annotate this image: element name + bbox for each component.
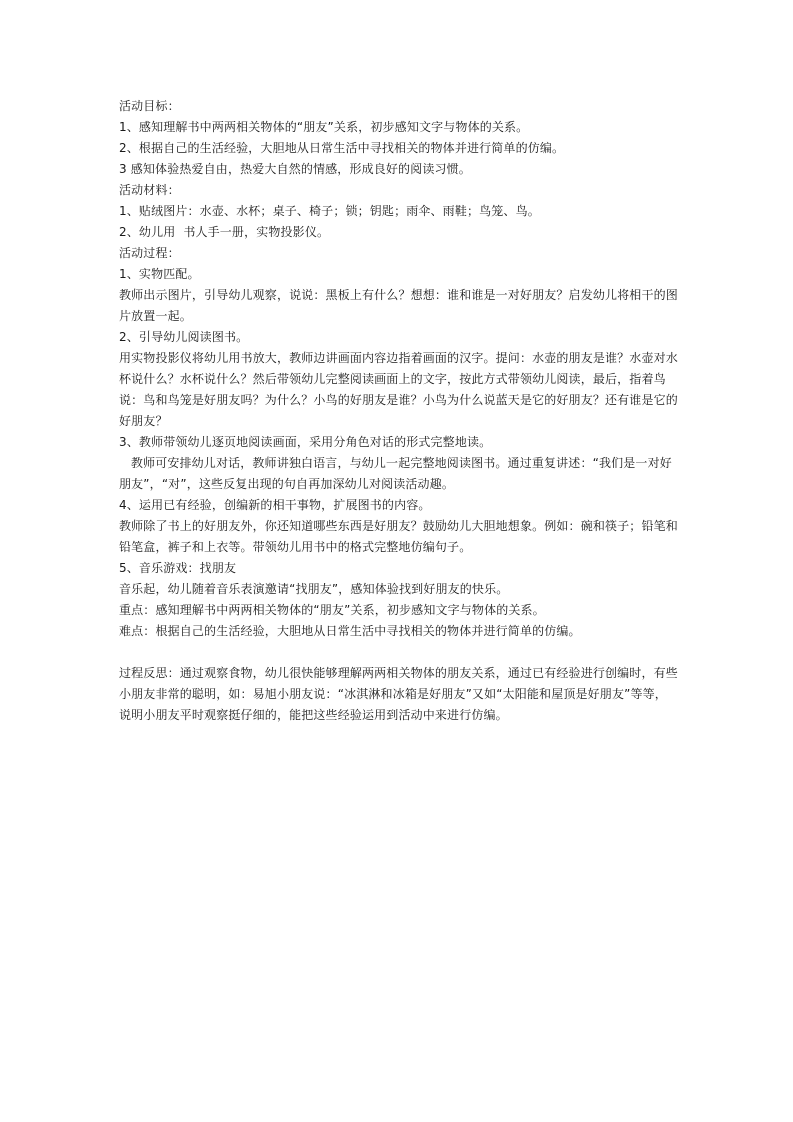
material-item-1: 1、贴绒图片：水壶、水杯；桌子、椅子；锁；钥匙；雨伞、雨鞋；鸟笼、鸟。: [119, 204, 540, 218]
step-4-text: 教师除了书上的好朋友外，你还知道哪些东西是好朋友？鼓励幼儿大胆地想象。例如：碗和筷子；铅笔和铅笔盒，裤子和上衣等。带领幼儿用书中的格式完整地仿编句子。: [119, 519, 678, 554]
step-3-title: 3、教师带领幼儿逐页地阅读画面，采用分角色对话的形式完整地读。: [119, 435, 492, 449]
step-3-text: 教师可安排幼儿对话，教师讲独白语言，与幼儿一起完整地阅读图书。通过重复讲述：“我们是一对好朋友”，“对”，这些反复出现的句自再加深幼儿对阅读活动趣。: [119, 456, 672, 491]
step-1-text: 教师出示图片，引导幼儿观察，说说：黑板上有什么？想想：谁和谁是一对好朋友？启发幼儿将相干的图片放置一起。: [119, 288, 678, 323]
reflection-text: 过程反思：通过观察食物，幼儿很快能够理解两两相关物体的朋友关系，通过已有经验进行创编时，有些小朋友非常的聪明，如：易旭小朋友说：“冰淇淋和冰箱是好朋友”又如“太阳能和屋顶是好朋友”等等，说明小朋友平时观察挺仔细的，能把这些经验运用到活动中来进行仿编。: [119, 666, 678, 722]
step-5-title: 5、音乐游戏：找朋友: [119, 561, 237, 575]
difficult-point: 难点：根据自己的生活经验，大胆地从日常生活中寻找相关的物体并进行简单的仿编。: [119, 624, 581, 638]
step-1-title: 1、实物匹配。: [119, 267, 200, 281]
step-5-text: 音乐起，幼儿随着音乐表演邀请“找朋友”，感知体验找到好朋友的快乐。: [119, 582, 509, 596]
goal-item-1: 1、感知理解书中两两相关物体的“朋友”关系，初步感知文字与物体的关系。: [119, 120, 529, 134]
process-heading: 活动过程：: [119, 246, 180, 260]
material-heading: 活动材料：: [119, 183, 180, 197]
key-point: 重点：感知理解书中两两相关物体的“朋友”关系，初步感知文字与物体的关系。: [119, 603, 545, 617]
goal-item-2: 2、根据自己的生活经验，大胆地从日常生活中寻找相关的物体并进行简单的仿编。: [119, 141, 565, 155]
document-body: [119, 96, 679, 726]
step-4-title: 4、运用已有经验，创编新的相干事物，扩展图书的内容。: [119, 498, 431, 512]
step-2-text: 用实物投影仪将幼儿用书放大，教师边讲画面内容边指着画面的汉字。提问：水壶的朋友是谁？水壶对水杯说什么？水杯说什么？然后带领幼儿完整阅读画面上的文字，按此方式带领幼儿阅读，最后，指着鸟说：鸟和鸟笼是好朋友吗？为什么？小鸟的好朋友是谁？小鸟为什么说蓝天是它的好朋友？还有谁是它的好朋友？: [119, 351, 678, 428]
material-item-2: 2、幼儿用 书人手一册，实物投影仪。: [119, 225, 330, 239]
step-2-title: 2、引导幼儿阅读图书。: [119, 330, 249, 344]
blank-line: [119, 642, 679, 663]
goal-heading: 活动目标：: [119, 99, 180, 113]
goal-item-3: 3 感知体验热爱自由，热爱大自然的情感，形成良好的阅读习惯。: [119, 162, 471, 176]
